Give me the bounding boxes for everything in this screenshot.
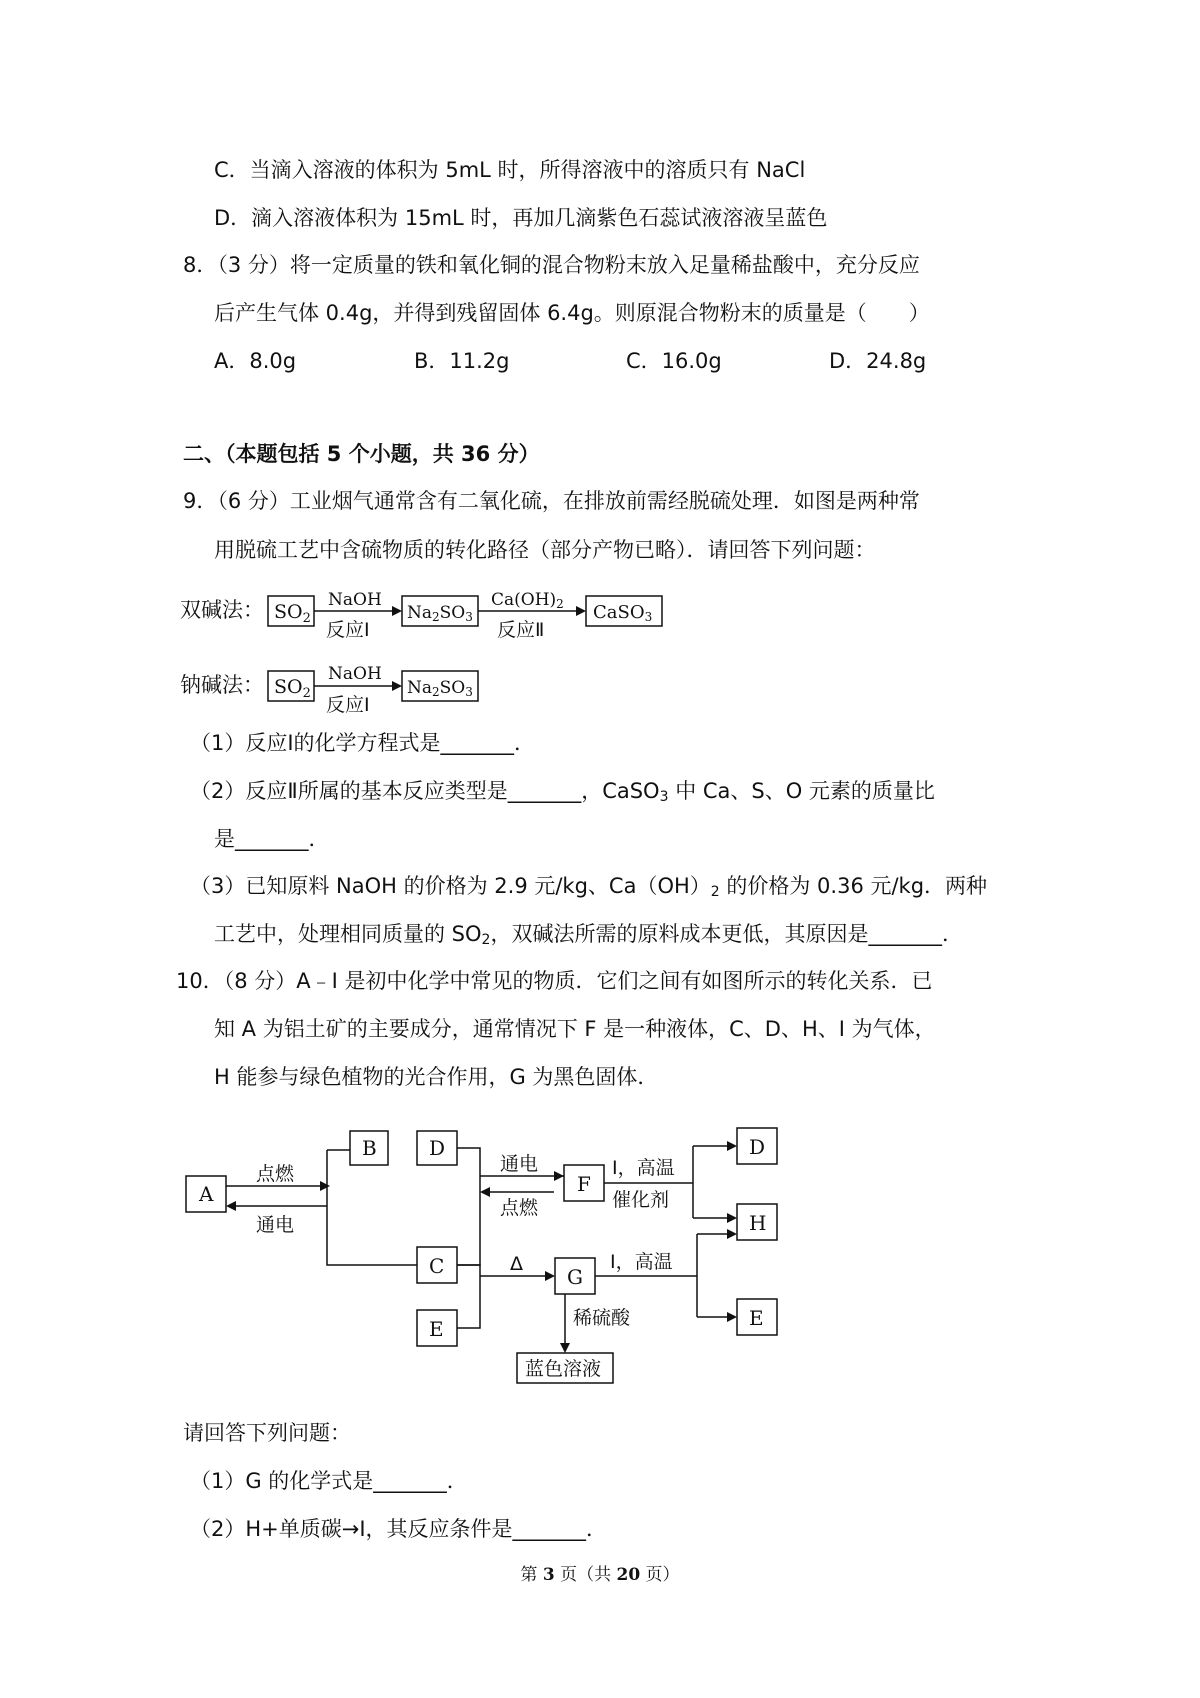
q8-option-d: D．24.8g	[829, 349, 927, 373]
q8-option-c: C．16.0g	[626, 349, 722, 373]
q9-sub1: （1）反应Ⅰ的化学方程式是_______．	[190, 731, 536, 755]
label-h: H	[749, 1211, 767, 1235]
label-e: E	[429, 1317, 444, 1341]
q9-sub3-line1: （3）已知原料 NaOH 的价格为 2.9 元/kg、$Ca(OH)_2$ 的价格为 0.36 元/kg．两种	[190, 874, 988, 900]
double-alkali-label: 双碱法：	[180, 598, 264, 622]
q10-stem-line2: 知 A 为铝土矿的主要成分，通常情况下 F 是一种液体，C、D、H、I 为气体，	[214, 1017, 936, 1041]
naoh-label-1: NaOH	[328, 590, 382, 610]
q10-sub2: （2）H+单质碳→I，其反应条件是_______．	[190, 1517, 608, 1541]
arrowhead-to-blue	[560, 1343, 570, 1353]
q7-option-c: C．当滴入溶液的体积为 5mL 时，所得溶液中的溶质只有 NaCl	[214, 158, 806, 182]
label-d2: D	[749, 1135, 766, 1159]
so2-text-2: $SO_2$	[274, 676, 311, 701]
so2-text-1: $SO_2$	[274, 601, 311, 626]
arrow-3-head	[392, 681, 402, 691]
label-heat: Δ	[510, 1253, 523, 1275]
arrowhead-to-g	[545, 1271, 555, 1281]
conversion-diagram	[180, 1110, 780, 1410]
q8-stem-line1: 8．（3 分）将一定质量的铁和氧化铜的混合物粉末放入足量稀盐酸中，充分反应	[183, 253, 920, 277]
arrowhead-a-to-bc	[320, 1181, 330, 1191]
q8-option-a: A．8.0g	[214, 349, 297, 373]
q9-sub2-line2: 是_______．	[214, 827, 330, 851]
q10-prompt: 请回答下列问题：	[183, 1421, 351, 1445]
q9-stem-line2: 用脱硫工艺中含硫物质的转化路径（部分产物已略）．请回答下列问题：	[214, 538, 876, 562]
naoh-label-2: NaOH	[328, 664, 382, 684]
q9-sub2-line1: （2）反应Ⅱ所属的基本反应类型是_______，CaSO$_3$ 中 Ca、S、O 元素的质量比	[190, 779, 935, 805]
q10-stem-line1: 10．（8 分）A﹣I 是初中化学中常见的物质．它们之间有如图所示的转化关系．已	[176, 969, 933, 993]
section-heading: 二、（本题包括 5 个小题，共 36 分）	[183, 442, 540, 466]
label-elec-1: 通电	[256, 1214, 295, 1236]
arrowhead-to-f	[554, 1171, 564, 1181]
q9-stem-line1: 9．（6 分）工业烟气通常含有二氧化硫，在排放前需经脱硫处理．如图是两种常	[183, 489, 920, 513]
reaction2-label: 反应Ⅱ	[497, 619, 545, 641]
q9-sub3-line2: 工艺中，处理相同质量的 $SO_2$，双碱法所需的原料成本更低，其原因是_______．	[214, 922, 963, 948]
label-ignite-2: 点燃	[500, 1197, 539, 1219]
line-bc-bracket	[327, 1150, 417, 1265]
line-dc-bracket	[457, 1148, 480, 1265]
arrowhead-to-a	[226, 1201, 236, 1211]
arrowhead-to-h-2	[727, 1229, 737, 1239]
reaction1-label-2: 反应Ⅰ	[326, 694, 370, 716]
caso3-text: CaSO3	[593, 602, 653, 624]
reaction1-label-1: 反应Ⅰ	[326, 619, 370, 641]
label-c: C	[429, 1254, 445, 1278]
label-blue-solution: 蓝色溶液	[525, 1358, 602, 1380]
label-acid: 稀硫酸	[573, 1307, 631, 1329]
label-catalyst: 催化剂	[612, 1189, 670, 1211]
label-cond-2: I，高温	[610, 1251, 673, 1273]
q8-option-b: B．11.2g	[414, 349, 510, 373]
label-d: D	[429, 1136, 446, 1160]
arrow-1-head	[392, 606, 402, 616]
q10-sub1: （1）G 的化学式是_______．	[190, 1469, 468, 1493]
label-f: F	[577, 1172, 591, 1196]
q8-stem-line2: 后产生气体 0.4g，并得到残留固体 6.4g。则原混合物粉末的质量是（ ）	[214, 301, 930, 325]
label-e2: E	[749, 1306, 764, 1330]
label-b: B	[362, 1136, 377, 1160]
q7-option-d: D．滴入溶液体积为 15mL 时，再加几滴紫色石蕊试液溶液呈蓝色	[214, 206, 828, 230]
label-a: A	[199, 1182, 214, 1206]
q10-stem-line3: H 能参与绿色植物的光合作用，G 为黑色固体．	[214, 1065, 659, 1089]
desulfurization-diagram	[180, 585, 700, 715]
arrowhead-to-h-1	[727, 1213, 737, 1223]
line-ce-bracket	[457, 1265, 480, 1328]
na2so3-text-1: Na2SO3	[407, 603, 473, 624]
label-g: G	[567, 1265, 583, 1289]
sodium-alkali-label: 钠碱法：	[180, 673, 264, 697]
arrowhead-from-f	[480, 1187, 490, 1197]
na2so3-text-2: Na2SO3	[407, 678, 473, 699]
arrowhead-to-d2	[727, 1141, 737, 1151]
arrow-2-head	[576, 606, 586, 616]
label-ignite-1: 点燃	[256, 1163, 295, 1185]
label-cond-1: I，高温	[612, 1157, 675, 1179]
label-elec-2: 通电	[500, 1153, 539, 1175]
page-footer: 第 3 页（共 20 页）	[520, 1565, 680, 1585]
caoh2-label: Ca(OH)2	[491, 590, 564, 611]
arrowhead-to-e2	[727, 1312, 737, 1322]
